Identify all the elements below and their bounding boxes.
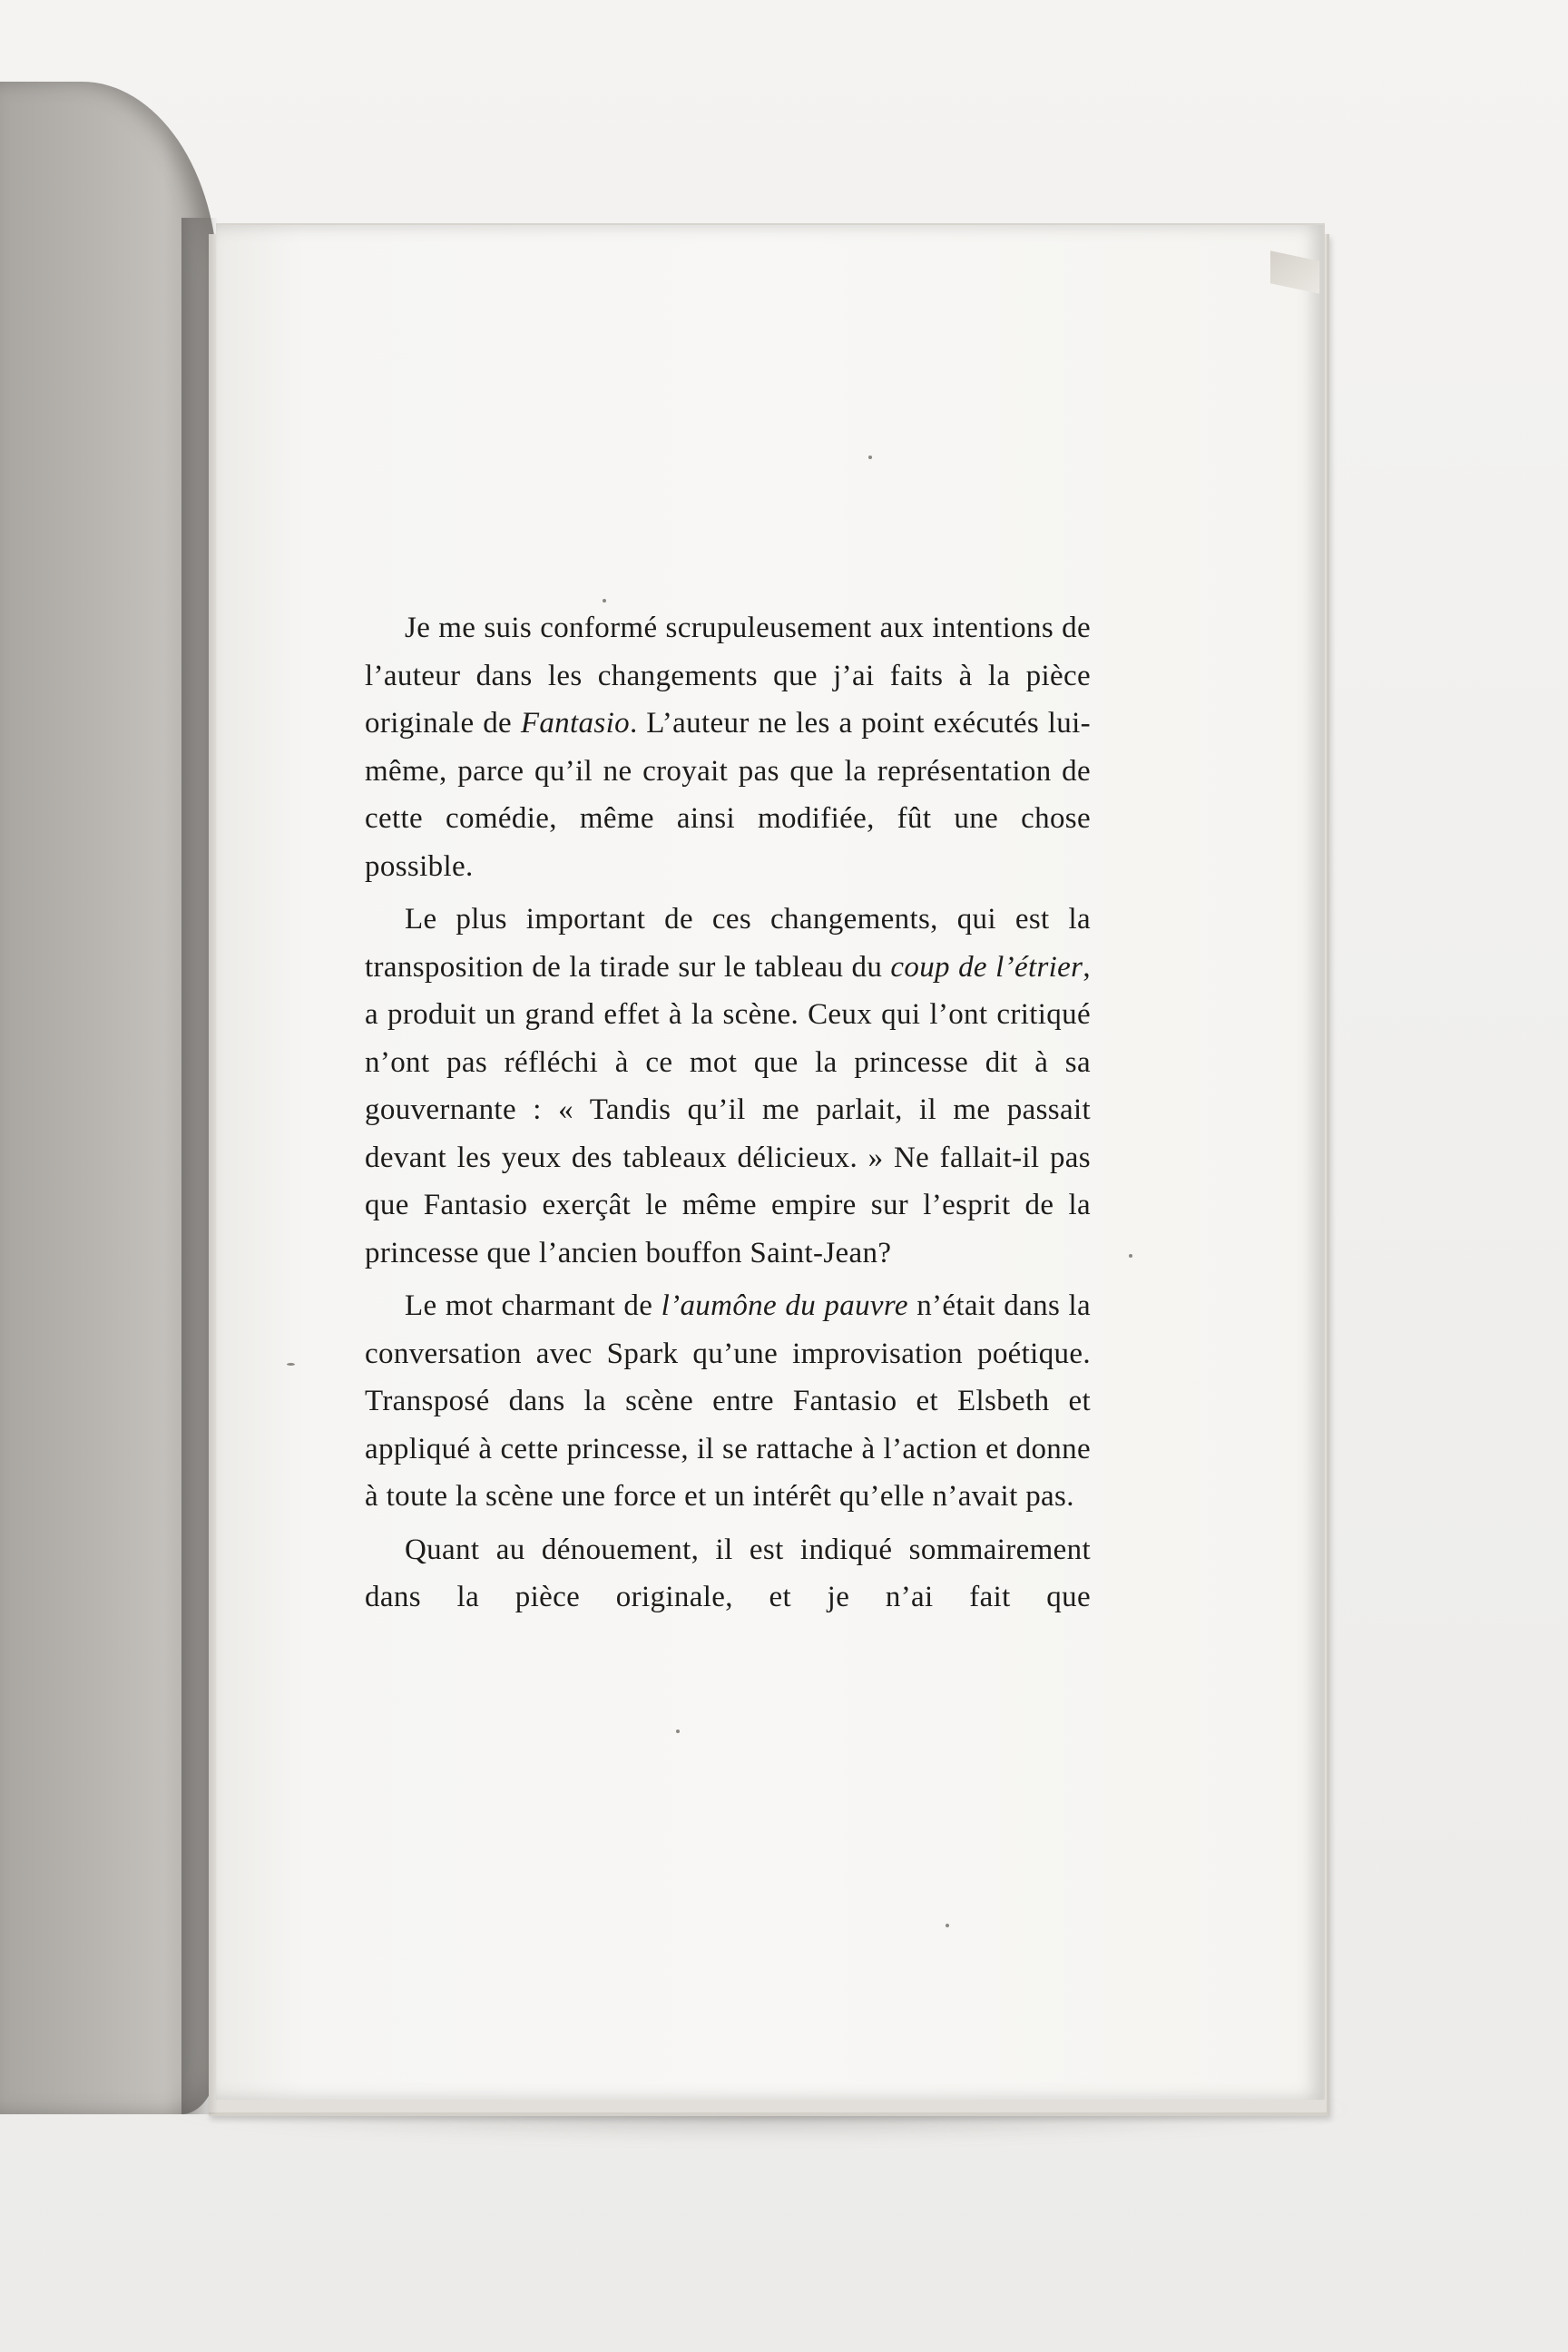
paragraph-text: , a produit un grand effet à la scène. Ceux qui l’ont critiqué n’ont pas réfléchi à ce mot que la princesse dit à sa gouvernante : « Tandis qu’il me parlait, il me passait devant les yeux des tableaux délicieux. » Ne fallait-il pas que Fantasio exerçât le même empire sur l’esprit de la princesse que l’ancien bouffon Saint-Jean? — [365, 950, 1091, 1269]
paper-speck — [868, 456, 872, 459]
paragraph — [365, 604, 1091, 890]
paragraph-text: . L’auteur ne les a point exécutés lui-même, parce qu’il ne croyait pas que la représentation de cette comédie, même ainsi modifiée, fût une chose possible. — [365, 707, 1091, 883]
paper-speck — [1129, 1254, 1132, 1258]
paragraph-text: Le plus important de ces changements, qui est la transposition de la tirade sur le tableau du — [365, 903, 1091, 984]
paper-speck — [946, 1924, 949, 1927]
paragraph-text: Quant au dénouement, il est indiqué sommairement dans la pièce originale, et je n’ai fait que — [365, 1533, 1091, 1613]
paragraph — [365, 1526, 1091, 1622]
paragraph — [365, 896, 1091, 1277]
paper-speck — [603, 599, 606, 603]
page-body-text — [365, 604, 1091, 1622]
paper-speck — [287, 1363, 295, 1366]
italic-title: coup de l’étrier — [890, 950, 1083, 984]
paragraph-text: Je me suis conformé scrupuleusement aux intentions de l’auteur dans les changements que j’ai faits à la pièce originale de — [365, 612, 1091, 740]
paragraph-text: Le mot charmant de — [405, 1289, 662, 1322]
italic-title: Fantasio — [520, 707, 630, 740]
paragraph-text: n’était dans la conversation avec Spark qu’une improvisation poétique. Transposé dans la scène entre Fantasio et Elsbeth et appliqué à cette princesse, il se rattache à l’action et donne à toute la scène une force et un intérêt qu’elle n’avait pas. — [365, 1289, 1091, 1513]
paper-speck — [676, 1730, 680, 1733]
paragraph — [365, 1282, 1091, 1521]
italic-title: l’aumône du pauvre — [661, 1289, 908, 1322]
book-gutter — [181, 218, 218, 2114]
